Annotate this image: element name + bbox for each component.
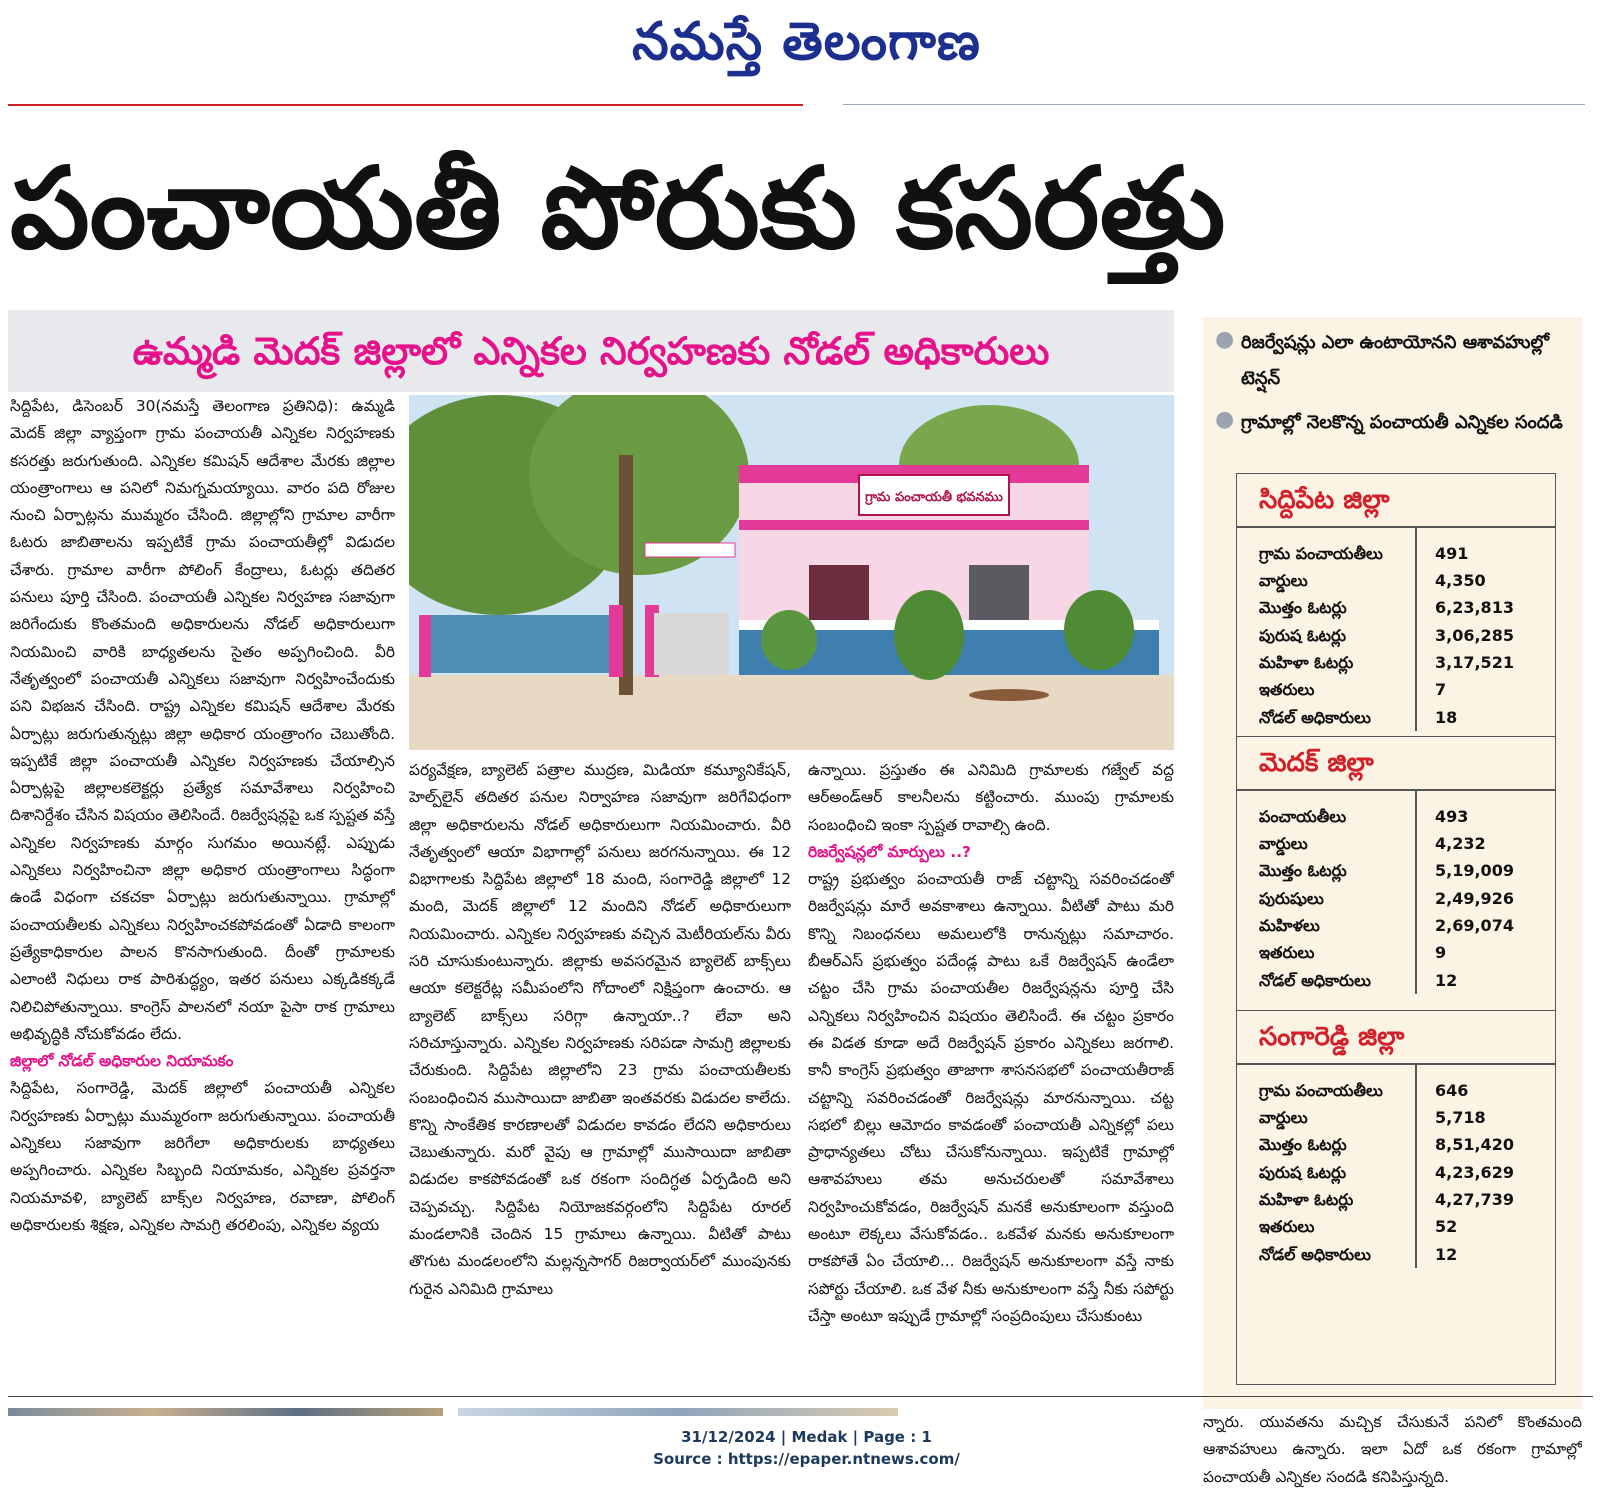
- stat-label: ఇతరులు: [1259, 943, 1315, 963]
- stat-value: 6,23,813: [1435, 598, 1514, 618]
- district-title: మెదక్ జిల్లా: [1259, 748, 1374, 778]
- district-rows: [1237, 791, 1555, 995]
- district-title: సంగారెడ్డి జిల్లా: [1259, 1022, 1405, 1052]
- stat-row: [1237, 540, 1555, 567]
- bullet-text: గ్రామాల్లో నెలకొన్న పంచాయతీ ఎన్నికల సందడి: [1241, 412, 1563, 433]
- article-paragraph: రాష్ట్ర ప్రభుత్వం పంచాయతీ రాజ్ చట్టాన్ని సవరించడంతో రిజర్వేషన్లు మారే అవకాశాలు ఉన్నాయి. వీటితో పాటు మరి కొన్ని నిబంధనలు అమలులోకి రానున్నట్లు సమాచారం. బీఆర్‌ఎస్ ప్రభుత్వం పదేండ్ల పాటు ఒకే రిజర్వేషన్ ఉండేలా చట్టం చేసి గ్రామ పంచాయతీల రిజర్వేషన్లను పూర్తి చేసి ఎన్నికలు నిర్వహించిన విషయం తెలిసిందే. ఈ చట్టం ప్రకారం ఈ విడత కూడా అదే రిజర్వేషన్ ప్రకారం ఎన్నికలు జరగాలి. కానీ కాంగ్రెస్ ప్రభుత్వం తాజాగా శాసనసభలో పంచాయతీరాజ్ చట్టాన్ని సవరించడంతో రిజర్వేషన్లు మారనున్నాయి. చట్ట సభలో బిల్లు ఆమోదం కావడంతో పంచాయతీ ఎన్నికల్లో పలు ప్రాధాన్యతలు చోటు చేసుకోనున్నాయి. ఇప్పటికే గ్రామాల్లో ఆశావహులు తమ అనుచరులతో సమావేశాలు నిర్వహించుకోవడం, రిజర్వేషన్ మనకే అనుకూలంగా వస్తుంది అంటూ లెక్కలు వేసుకోవడం.. ఒకవేళ మనకు అనుకూలంగా రాకపోతే ఏం చేయాలి... రిజర్వేషన్ అనుకూలంగా వస్తే నాకు సపోర్టు చేయాలి. ఒక వేళ నీకు అనుకూలంగా వస్తే నీకు సపోర్టు చేస్తా అంటూ ఇప్పుడే గ్రామాల్లో సంప్రదింపులు చేసుకుంటు: [808, 870, 1174, 1325]
- district-rows: [1237, 1065, 1555, 1269]
- stat-value: 4,27,739: [1435, 1190, 1514, 1210]
- stat-row: [1237, 1186, 1555, 1213]
- stat-row: [1237, 594, 1555, 621]
- stat-label: నోడల్ అధికారులు: [1259, 1244, 1371, 1264]
- stat-label: పంచాయతీలు: [1259, 806, 1347, 826]
- stat-row: [1237, 912, 1555, 939]
- stat-label: మహిళలు: [1259, 916, 1320, 936]
- district-siddipet: [1237, 474, 1555, 731]
- article-paragraph: న్నారు. యువతను మచ్చిక చేసుకునే పనిలో కొంతమంది ఆశావహులు ఉన్నారు. ఇలా ఏదో ఒక రకంగా గ్రామాల్లో పంచాయతీ ఎన్నికల సందడి కనిపిస్తున్నది.: [1203, 1413, 1582, 1486]
- stat-label: నోడల్ అధికారులు: [1259, 970, 1371, 990]
- highlight-bullets: [1203, 317, 1582, 441]
- stat-row: [1237, 967, 1555, 994]
- stat-row: [1237, 939, 1555, 966]
- footer-source-link[interactable]: Source : https://epaper.ntnews.com/: [653, 1450, 960, 1468]
- stat-value: 2,69,074: [1435, 916, 1514, 936]
- article-paragraph: పర్యవేక్షణ, బ్యాలెట్ పత్రాల ముద్రణ, మిడియా కమ్యూనికేషన్, హెల్ప్‌లైన్ తదితర పనుల నిర్వాహణ సజావుగా జరిగేవిధంగా జిల్లా అధికారులను నోడల్ అధికారులుగా నియమించారు. వీరి నేతృత్వంలో ఆయా విభాగాల్లో పనులు జరగనున్నాయి. ఈ 12 విభాగాలకు సిద్దిపేట జిల్లాలో 18 మంది, సంగారెడ్డి జిల్లాలో 12 మంది, మెదక్ జిల్లాలో 12 మందిని నోడల్ అధికారులుగా నియమించారు. ఎన్నికల నిర్వహణకు వచ్చిన మెటీరియల్‌ను వీరు సరి చూసుకుంటున్నారు. జిల్లాకు అవసరమైన బ్యాలెట్ బాక్స్‌లు ఆయా కలెక్టరేట్ల సమీపంలోని గోదాంలో నిక్షిప్తంగా ఉంచారు. ఆ బ్యాలెట్ బాక్స్‌లు సరిగ్గా ఉన్నాయా..? లేవా అని సరిచూస్తున్నారు. ఎన్నికల నిర్వహణకు సరిపడా సామగ్రి జిల్లాలకు చేరుకుంది. సిద్దిపేట జిల్లాలోని 23 గ్రామ పంచాయతీలకు సంబంధించిన ముసాయిదా జాబితా ఇంతవరకు విడుదల కాలేదు. కొన్ని సాంకేతిక కారణాలతో విడుదల కావడం లేదని అధికారులు చెబుతున్నారు. మరో వైపు ఆ గ్రామాల్లో ముసాయిదా జాబితా విడుదల కాకపోవడంతో ఒక రకంగా సందిగ్ధత ఏర్పడింది అని చెప్పవచ్చు. సిద్దిపేట నియోజకవర్గంలోని సిద్దిపేట రూరల్ మండలానికి చెందిన 15 గ్రామాలు ఉన్నాయి. వీటితో పాటు తొగుట మండలంలోని మల్లన్నసాగర్ రిజర్వాయర్‌లో ముంపునకు గురైన ఎనిమిది గ్రామాలు: [409, 761, 791, 1298]
- article-column-1: [10, 393, 395, 1383]
- district-medak: [1237, 736, 1555, 994]
- stat-value: 7: [1435, 680, 1447, 700]
- article-paragraph: సిద్దిపేట, సంగారెడ్డి, మెదక్ జిల్లాలో పంచాయతీ ఎన్నికల నిర్వహణకు ఏర్పాట్లు ముమ్మరంగా జరుగుతున్నాయి. పంచాయతీ ఎన్నికలు సజావుగా జరిగేలా అధికారులకు బాధ్యతలు అప్పగించారు. ఎన్నికల సిబ్బంది నియామకం, ఎన్నికల ప్రవర్తనా నియమావళి, బ్యాలెట్ బాక్స్‌ల నిర్వహణ, రవాణా, పోలింగ్ అధికారులకు శిక్షణ, ఎన్నికల సామగ్రి తరలింపు, ఎన్నికల వ్యయ: [10, 1079, 395, 1234]
- stat-row: [1237, 649, 1555, 676]
- article-paragraph: సిద్దిపేట, డిసెంబర్ 30(నమస్తే తెలంగాణ ప్రతినిధి): ఉమ్మడి మెదక్ జిల్లా వ్యాప్తంగా గ్రామ పంచాయతీ ఎన్నికల నిర్వహణకు కసరత్తు జరుగుతుంది. ఎన్నికల కమిషన్ ఆదేశాల మేరకు జిల్లాల యంత్రాంగాలు ఆ పనిలో నిమగ్నమయ్యాయి. వారం పది రోజుల నుంచి ఏర్పాట్లను ముమ్మరం చేసింది. జిల్లాల్లోని గ్రామాల వారీగా ఓటరు జాబితాలను ఇప్పటికే గ్రామ పంచాయతీల్లో విడుదల చేశారు. గ్రామాల వారీగా పోలింగ్ కేంద్రాలు, ఓటర్లు తదితర పనులు పూర్తి చేసింది. పంచాయతీ ఎన్నికల నిర్వహణ సజావుగా జరిగేందుకు కొంతమంది అధికారులను నోడల్ అధికారులుగా నియమించి వారికి బాధ్యతలను సైతం అప్పగించింది. వీరి నేతృత్వంలో పంచాయతీ ఎన్నికలు సజావుగా నిర్వహించేందుకు పని విభజన చేసింది. రాష్ట్ర ఎన్నికల కమిషన్ ఆదేశాల మేరకు ఏర్పాట్లు జరుగుతున్నట్లు జిల్లా అధికార యంత్రాంగం చెబుతోంది. ఇప్పటికే జిల్లా పంచాయతీ ఎన్నికల నిర్వహణకు చేయాల్సిన ఏర్పాట్లపై జిల్లాలకలెక్టర్లు ప్రత్యేక సమావేశాలు నిర్వహించి దిశానిర్దేశం చేసిన విషయం తెలిసిందే. రిజర్వేషన్లపై ఒక స్పష్టత వస్తే ఎన్నికల నిర్వహణకు మార్గం సుగమం అయినట్లే. ఎప్పుడు ఎన్నికలు నిర్వహించినా జిల్లా అధికార యంత్రాంగాలు సిద్ధంగా ఉండే విధంగా చకచకా ఏర్పాట్లు జరుగుతున్నాయి. గ్రామాల్లో పంచాయతీలకు ఎన్నికలు నిర్వహించకపోవడంతో ఏడాది కాలంగా ప్రత్యేకాధికారుల పాలన కొనసాగుతుంది. దీంతో గ్రామాలకు ఎలాంటి నిధులు రాక పారిశుద్ధ్యం, ఇతర పనులు ఎక్కడికక్కడే నిలిచిపోతున్నాయి. కాంగ్రెస్ పాలనలో నయా పైసా రాక గ్రామాలు అభివృద్ధికి నోచుకోవడం లేదు.: [10, 397, 395, 1043]
- stat-row: [1237, 803, 1555, 830]
- article-column-3: [808, 757, 1174, 1382]
- stat-label: మొత్తం ఓటర్లు: [1259, 598, 1347, 618]
- stat-value: 4,232: [1435, 833, 1486, 853]
- stat-value: 4,350: [1435, 570, 1486, 590]
- stat-value: 5,19,009: [1435, 861, 1514, 881]
- stat-value: 3,06,285: [1435, 625, 1514, 645]
- district-sangareddy: [1237, 1010, 1555, 1268]
- stat-label: మొత్తం ఓటర్లు: [1259, 861, 1347, 881]
- subheadline: ఉమ్మడి మెదక్ జిల్లాలో ఎన్నికల నిర్వహణకు నోడల్ అధికారులు: [132, 329, 1050, 373]
- stat-row: [1237, 830, 1555, 857]
- highlight-bullet: [1203, 397, 1582, 441]
- stat-value: 491: [1435, 543, 1469, 563]
- stat-row: [1237, 1213, 1555, 1240]
- stat-value: 8,51,420: [1435, 1135, 1514, 1155]
- district-title: సిద్దిపేట జిల్లా: [1259, 485, 1390, 515]
- divider: [1415, 528, 1417, 732]
- stat-row: [1237, 1077, 1555, 1104]
- bullet-text: రిజర్వేషన్లు ఎలా ఉంటాయోనని ఆశావహుల్లో టెన్షన్: [1241, 332, 1549, 389]
- stat-value: 12: [1435, 970, 1458, 990]
- building-sign: గ్రామ పంచాయతీ భవనము: [865, 490, 1003, 505]
- stat-row: [1237, 1104, 1555, 1131]
- stat-row: [1237, 704, 1555, 731]
- district-stats-table: [1236, 473, 1556, 1385]
- stat-label: మహిళా ఓటర్లు: [1259, 1190, 1354, 1210]
- divider: [1415, 791, 1417, 995]
- stat-label: మహిళా ఓటర్లు: [1259, 653, 1354, 673]
- stat-label: ఇతరులు: [1259, 680, 1315, 700]
- stat-label: గ్రామ పంచాయతీలు: [1259, 543, 1383, 563]
- stat-row: [1237, 567, 1555, 594]
- stat-row: [1237, 676, 1555, 703]
- article-column-4: [1203, 1409, 1582, 1489]
- stat-value: 2,49,926: [1435, 888, 1514, 908]
- bullet-dot-icon: ●: [1215, 407, 1235, 432]
- subheadline-band: [8, 310, 1174, 392]
- stat-value: 4,23,629: [1435, 1162, 1514, 1182]
- stat-label: పురుష ఓటర్లు: [1259, 625, 1347, 645]
- stat-label: వార్డులు: [1259, 1107, 1308, 1127]
- stat-value: 12: [1435, 1244, 1458, 1264]
- stat-value: 18: [1435, 707, 1458, 727]
- stat-value: 3,17,521: [1435, 653, 1514, 673]
- stat-value: 493: [1435, 806, 1469, 826]
- stat-label: వార్డులు: [1259, 570, 1308, 590]
- footer-date-line: 31/12/2024 | Medak | Page : 1: [681, 1428, 932, 1446]
- next-story-strip: [458, 1408, 898, 1416]
- panchayat-building-illustration: [409, 395, 1174, 750]
- divider: [1415, 1065, 1417, 1269]
- stat-value: 9: [1435, 943, 1447, 963]
- stat-row: [1237, 622, 1555, 649]
- stats-sidebar: [1203, 317, 1582, 1409]
- stat-row: [1237, 857, 1555, 884]
- bottom-rule: [8, 1396, 1593, 1397]
- headline: పంచాయతీ పోరుకు కసరత్తు: [10, 144, 1226, 274]
- stat-label: పురుషులు: [1259, 888, 1324, 908]
- article-column-2: [409, 757, 791, 1382]
- stat-row: [1237, 1241, 1555, 1268]
- stat-label: ఇతరులు: [1259, 1217, 1315, 1237]
- stat-label: వార్డులు: [1259, 833, 1308, 853]
- masthead-rule-red: [8, 104, 803, 106]
- stat-row: [1237, 885, 1555, 912]
- stat-value: 646: [1435, 1080, 1469, 1100]
- stat-label: గ్రామ పంచాయతీలు: [1259, 1080, 1383, 1100]
- stat-label: మొత్తం ఓటర్లు: [1259, 1135, 1347, 1155]
- next-story-strip: [8, 1408, 443, 1416]
- stat-row: [1237, 1131, 1555, 1158]
- masthead-rule-grey: [843, 104, 1585, 105]
- stat-value: 5,718: [1435, 1107, 1486, 1127]
- article-photo[interactable]: [409, 395, 1174, 750]
- district-rows: [1237, 528, 1555, 732]
- stat-label: నోడల్ అధికారులు: [1259, 707, 1371, 727]
- stat-label: పురుష ఓటర్లు: [1259, 1162, 1347, 1182]
- bullet-dot-icon: ●: [1215, 327, 1235, 352]
- section-heading-nodal-officers: జిల్లాలో నోడల్ అధికారుల నియామకం: [10, 1052, 234, 1071]
- stat-value: 52: [1435, 1217, 1458, 1237]
- highlight-bullet: [1203, 317, 1582, 397]
- masthead-title: నమస్తే తెలంగాణ: [632, 12, 981, 72]
- stat-row: [1237, 1159, 1555, 1186]
- article-paragraph: ఉన్నాయి. ప్రస్తుతం ఈ ఎనిమిది గ్రామాలకు గజ్వేల్ వద్ద ఆర్‌అండ్‌ఆర్ కాలనీలను కట్టించారు. ముంపు గ్రామాలకు సంబంధించి ఇంకా స్పష్టత రావాల్సి ఉంది.: [808, 761, 1174, 834]
- section-heading-reservations: రిజర్వేషన్లలో మార్పులు ..?: [808, 842, 971, 861]
